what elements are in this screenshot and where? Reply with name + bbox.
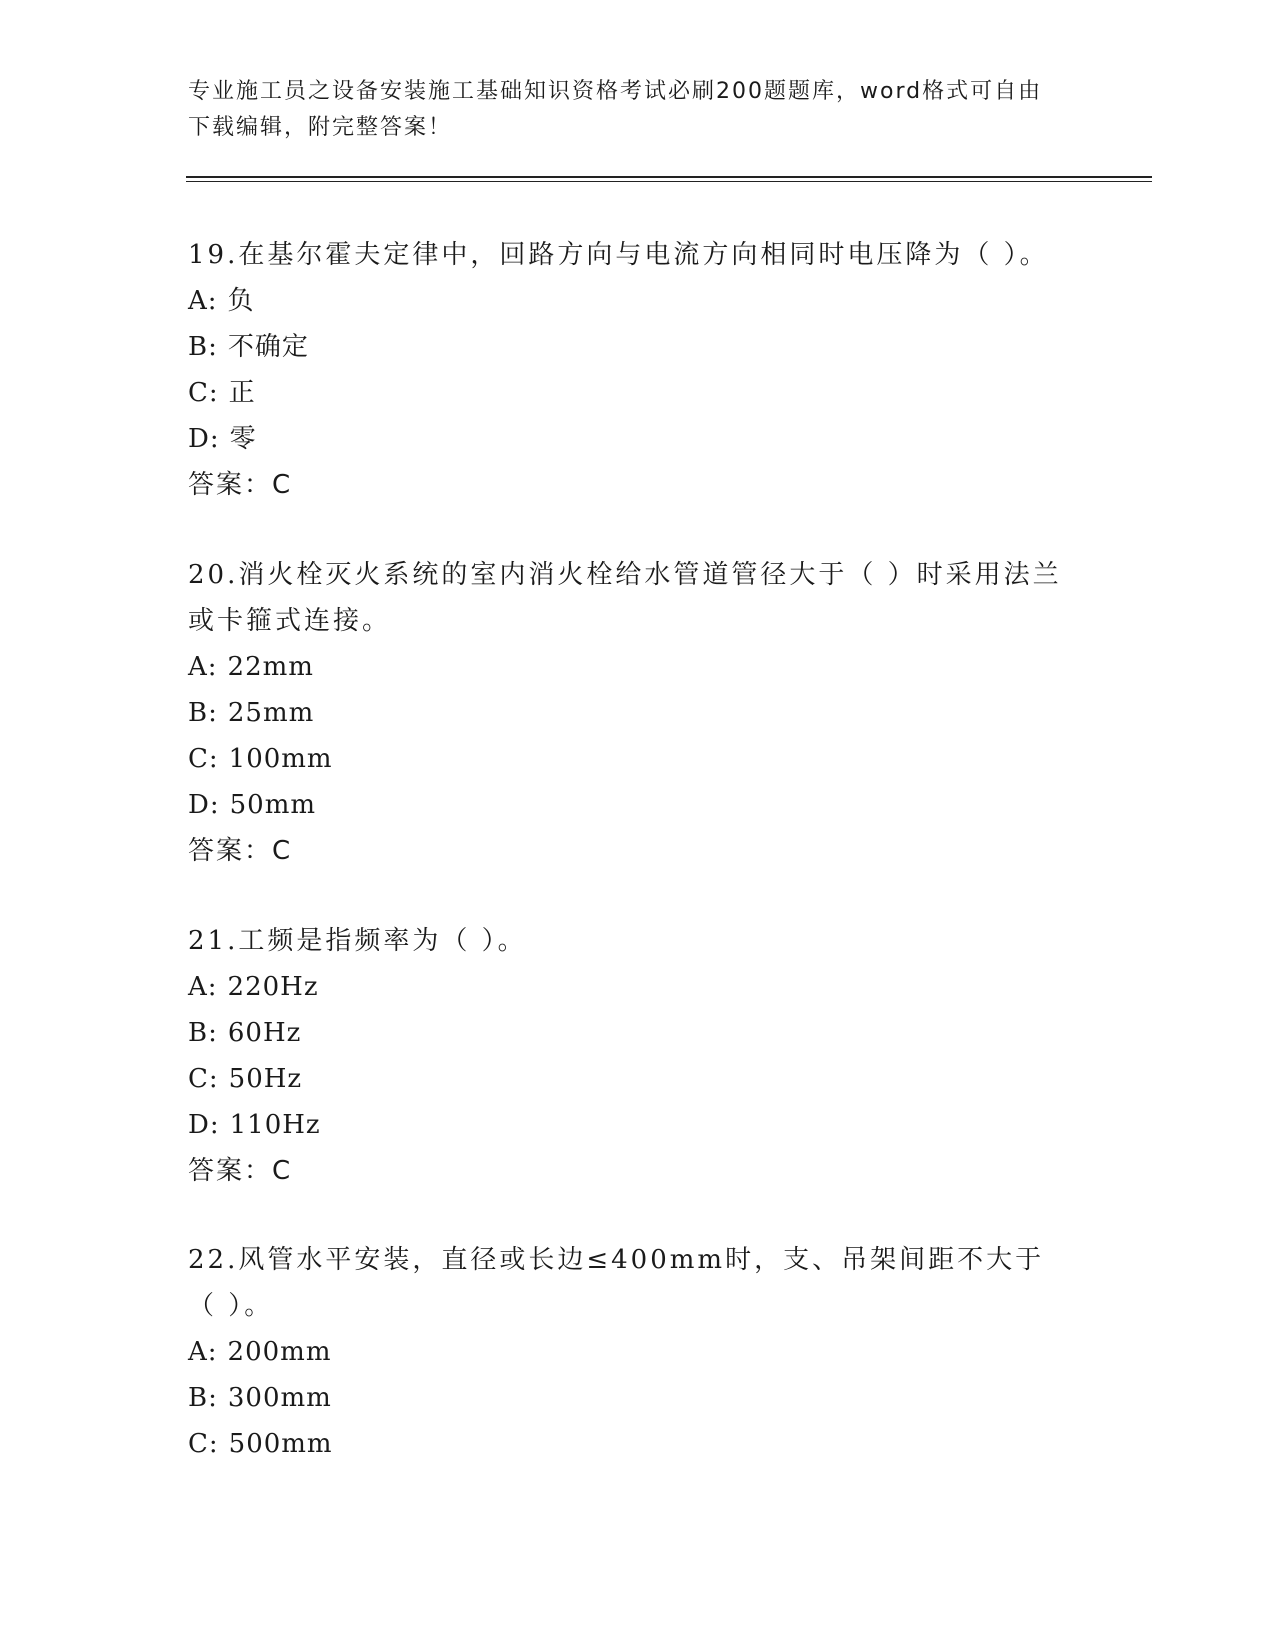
option-value: 300mm: [227, 1383, 332, 1413]
option-value: 22mm: [227, 652, 314, 682]
option-letter: C:: [188, 378, 219, 408]
answer-label: 答案：: [188, 836, 273, 866]
option-c: [188, 370, 1068, 416]
answer-label: 答案：: [188, 470, 273, 500]
option-letter: D:: [188, 1110, 220, 1140]
option-c: [188, 1056, 1068, 1102]
question-text: 在基尔霍夫定律中，回路方向与电流方向相同时电压降为（ ）。: [238, 240, 1049, 270]
option-letter: C:: [188, 1064, 219, 1094]
option-value: 正: [228, 378, 256, 408]
question-stem: [188, 232, 1068, 278]
question-20: [188, 552, 1068, 874]
option-a: [188, 964, 1068, 1010]
option-letter: C:: [188, 1429, 219, 1459]
option-letter: B:: [188, 1018, 218, 1048]
option-value: 60Hz: [227, 1018, 302, 1048]
question-text: 工频是指频率为（ ）。: [238, 926, 527, 956]
header-divider-thin: [186, 181, 1152, 182]
option-c: [188, 1421, 1068, 1467]
header-title-line-1: 专业施工员之设备安装施工基础知识资格考试必刷200题题库，word格式可自由: [188, 79, 1043, 104]
question-number: 19.: [188, 240, 239, 270]
option-a: [188, 278, 1068, 324]
option-b: [188, 1375, 1068, 1421]
document-header: [188, 74, 1068, 146]
answer-line: [188, 462, 1068, 508]
option-letter: D:: [188, 790, 220, 820]
option-d: [188, 782, 1068, 828]
answer-line: [188, 828, 1068, 874]
option-value: 100mm: [228, 744, 333, 774]
option-letter: A:: [188, 652, 218, 682]
option-letter: B:: [188, 1383, 218, 1413]
answer-line: [188, 1148, 1068, 1194]
answer-value: C: [272, 470, 293, 500]
option-value: 25mm: [227, 698, 315, 728]
answer-label: 答案：: [188, 1156, 273, 1186]
question-number: 21.: [188, 926, 239, 956]
option-value: 50Hz: [228, 1064, 303, 1094]
option-letter: D:: [188, 424, 220, 454]
answer-value: C: [272, 836, 293, 866]
question-22: [188, 1237, 1068, 1467]
option-value: 50mm: [229, 790, 317, 820]
question-text: 风管水平安装，直径或长边≤400mm时，支、吊架间距不大于（ ）。: [188, 1245, 1045, 1321]
question-19: [188, 232, 1068, 508]
question-21: [188, 918, 1068, 1194]
question-stem: [188, 1237, 1068, 1329]
option-d: [188, 416, 1068, 462]
option-letter: A:: [188, 1337, 218, 1367]
question-stem: [188, 918, 1068, 964]
option-value: 500mm: [228, 1429, 333, 1459]
option-b: [188, 1010, 1068, 1056]
header-divider: [186, 176, 1152, 178]
question-number: 20.: [188, 560, 239, 590]
option-value: 零: [229, 424, 257, 454]
option-value: 110Hz: [229, 1110, 321, 1140]
option-c: [188, 736, 1068, 782]
question-text: 消火栓灭火系统的室内消火栓给水管道管径大于（ ）时采用法兰或卡箍式连接。: [188, 560, 1062, 636]
header-title-line-2: 下载编辑，附完整答案！: [188, 115, 453, 140]
question-stem: [188, 552, 1068, 644]
option-a: [188, 1329, 1068, 1375]
option-letter: A:: [188, 972, 218, 1002]
option-b: [188, 324, 1068, 370]
option-letter: A:: [188, 286, 218, 316]
answer-value: C: [272, 1156, 293, 1186]
option-letter: C:: [188, 744, 219, 774]
option-b: [188, 690, 1068, 736]
option-letter: B:: [188, 332, 218, 362]
option-value: 220Hz: [227, 972, 319, 1002]
option-value: 200mm: [227, 1337, 332, 1367]
option-value: 负: [227, 286, 255, 316]
option-d: [188, 1102, 1068, 1148]
option-a: [188, 644, 1068, 690]
option-value: 不确定: [227, 332, 309, 362]
option-letter: B:: [188, 698, 218, 728]
question-number: 22.: [188, 1245, 239, 1275]
